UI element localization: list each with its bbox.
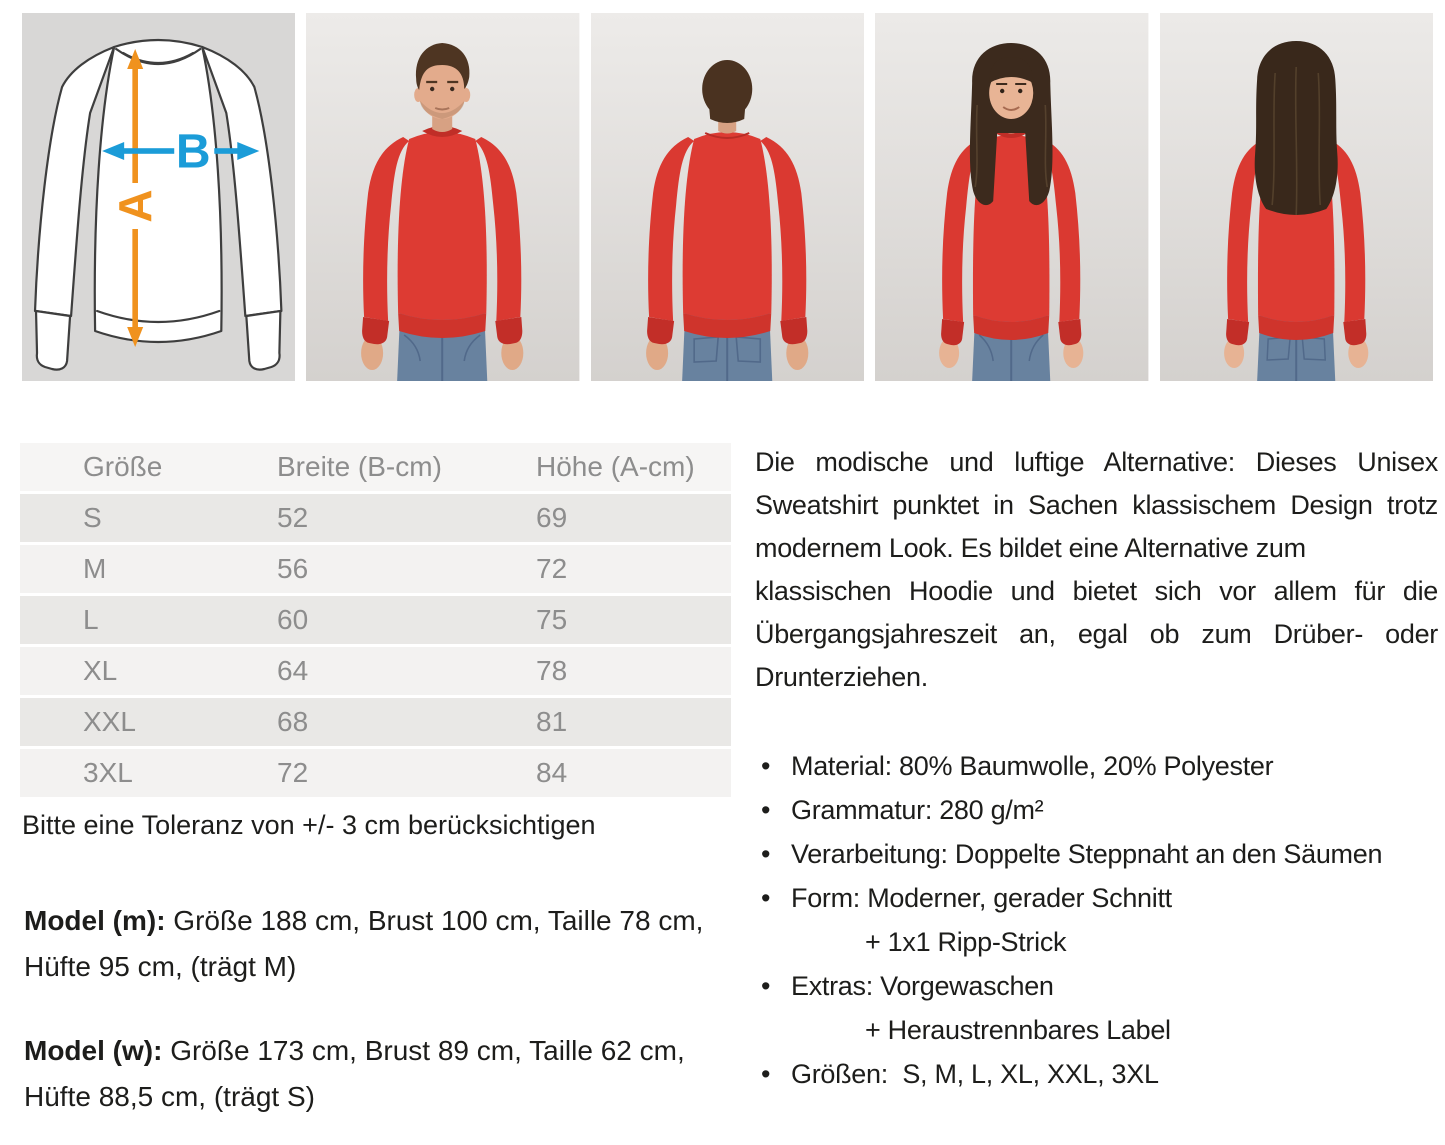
table-row <box>20 596 731 644</box>
feature-extras: • Extras: Vorgewaschen <box>755 964 1438 1008</box>
size-table <box>20 443 731 800</box>
cell-height: 84 <box>536 757 568 788</box>
size-diagram-illustration <box>22 13 295 381</box>
photo-male-back <box>591 13 864 381</box>
model-male-label: Model (m): <box>24 905 166 936</box>
cell-size: XXL <box>83 706 136 737</box>
cell-height: 78 <box>536 655 568 686</box>
table-row <box>20 494 731 542</box>
male-front-illustration <box>306 13 579 381</box>
cell-size: S <box>83 502 102 533</box>
tolerance-note: Bitte eine Toleranz von +/- 3 cm berücksichtigen <box>22 810 596 840</box>
photo-male-front <box>306 13 579 381</box>
description-paragraph: klassischen Hoodie und bietet sich vor allem für die Übergangsjahreszeit an, egal ob zum Drüber- oder Drunterziehen. <box>755 576 1438 692</box>
product-feature-list <box>755 744 1438 1096</box>
cell-size: XL <box>83 655 118 686</box>
model-info-female <box>24 1028 740 1120</box>
cell-width: 52 <box>277 502 309 533</box>
feature-material: • Material: 80% Baumwolle, 20% Polyester <box>755 744 1438 788</box>
table-row <box>20 647 731 695</box>
feature-groessen: • Größen: S, M, L, XL, XXL, 3XL <box>755 1052 1438 1096</box>
product-image-row <box>22 13 1433 381</box>
cell-width: 72 <box>277 757 309 788</box>
size-table-header <box>20 443 731 491</box>
female-front-illustration <box>875 13 1148 381</box>
diagram-label-a: A <box>109 189 162 223</box>
cell-height: 69 <box>536 502 568 533</box>
cell-size: M <box>83 553 107 584</box>
cell-height: 72 <box>536 553 568 584</box>
diagram-label-b: B <box>175 125 211 179</box>
table-row <box>20 698 731 746</box>
table-row <box>20 749 731 797</box>
photo-female-front <box>875 13 1148 381</box>
cell-width: 68 <box>277 706 309 737</box>
feature-verarbeitung: • Verarbeitung: Doppelte Steppnaht an den Säumen <box>755 832 1438 876</box>
cell-height: 81 <box>536 706 568 737</box>
col-header-height: Höhe (A-cm) <box>536 451 695 482</box>
cell-size: L <box>83 604 99 635</box>
photo-female-back <box>1160 13 1433 381</box>
model-info-male <box>24 898 740 990</box>
col-header-size: Größe <box>83 451 163 482</box>
model-female-text: Größe 173 cm, Brust 89 cm, Taille 62 cm, Hüfte 88,5 cm, (trägt S) <box>24 1035 685 1112</box>
male-back-illustration <box>591 13 864 381</box>
size-diagram-panel <box>22 13 295 381</box>
cell-height: 75 <box>536 604 568 635</box>
model-male-text: Größe 188 cm, Brust 100 cm, Taille 78 cm, Hüfte 95 cm, (trägt M) <box>24 905 704 982</box>
table-row <box>20 545 731 593</box>
female-back-illustration <box>1160 13 1433 381</box>
product-description <box>755 441 1438 699</box>
description-paragraph: Die modische und luftige Alternative: Dieses Unisex Sweatshirt punktet in Sachen klassischem Design trotz modernem Look. Es bildet eine Alternative zum <box>755 447 1438 563</box>
feature-form-addition: + 1x1 Ripp-Strick <box>865 927 1067 957</box>
cell-width: 60 <box>277 604 309 635</box>
model-female-label: Model (w): <box>24 1035 163 1066</box>
cell-width: 56 <box>277 553 309 584</box>
cell-width: 64 <box>277 655 309 686</box>
feature-grammatur: • Grammatur: 280 g/m² <box>755 788 1438 832</box>
feature-form: • Form: Moderner, gerader Schnitt <box>755 876 1438 920</box>
cell-size: 3XL <box>83 757 133 788</box>
feature-extras-addition: + Heraustrennbares Label <box>865 1015 1171 1045</box>
col-header-width: Breite (B-cm) <box>277 451 442 482</box>
